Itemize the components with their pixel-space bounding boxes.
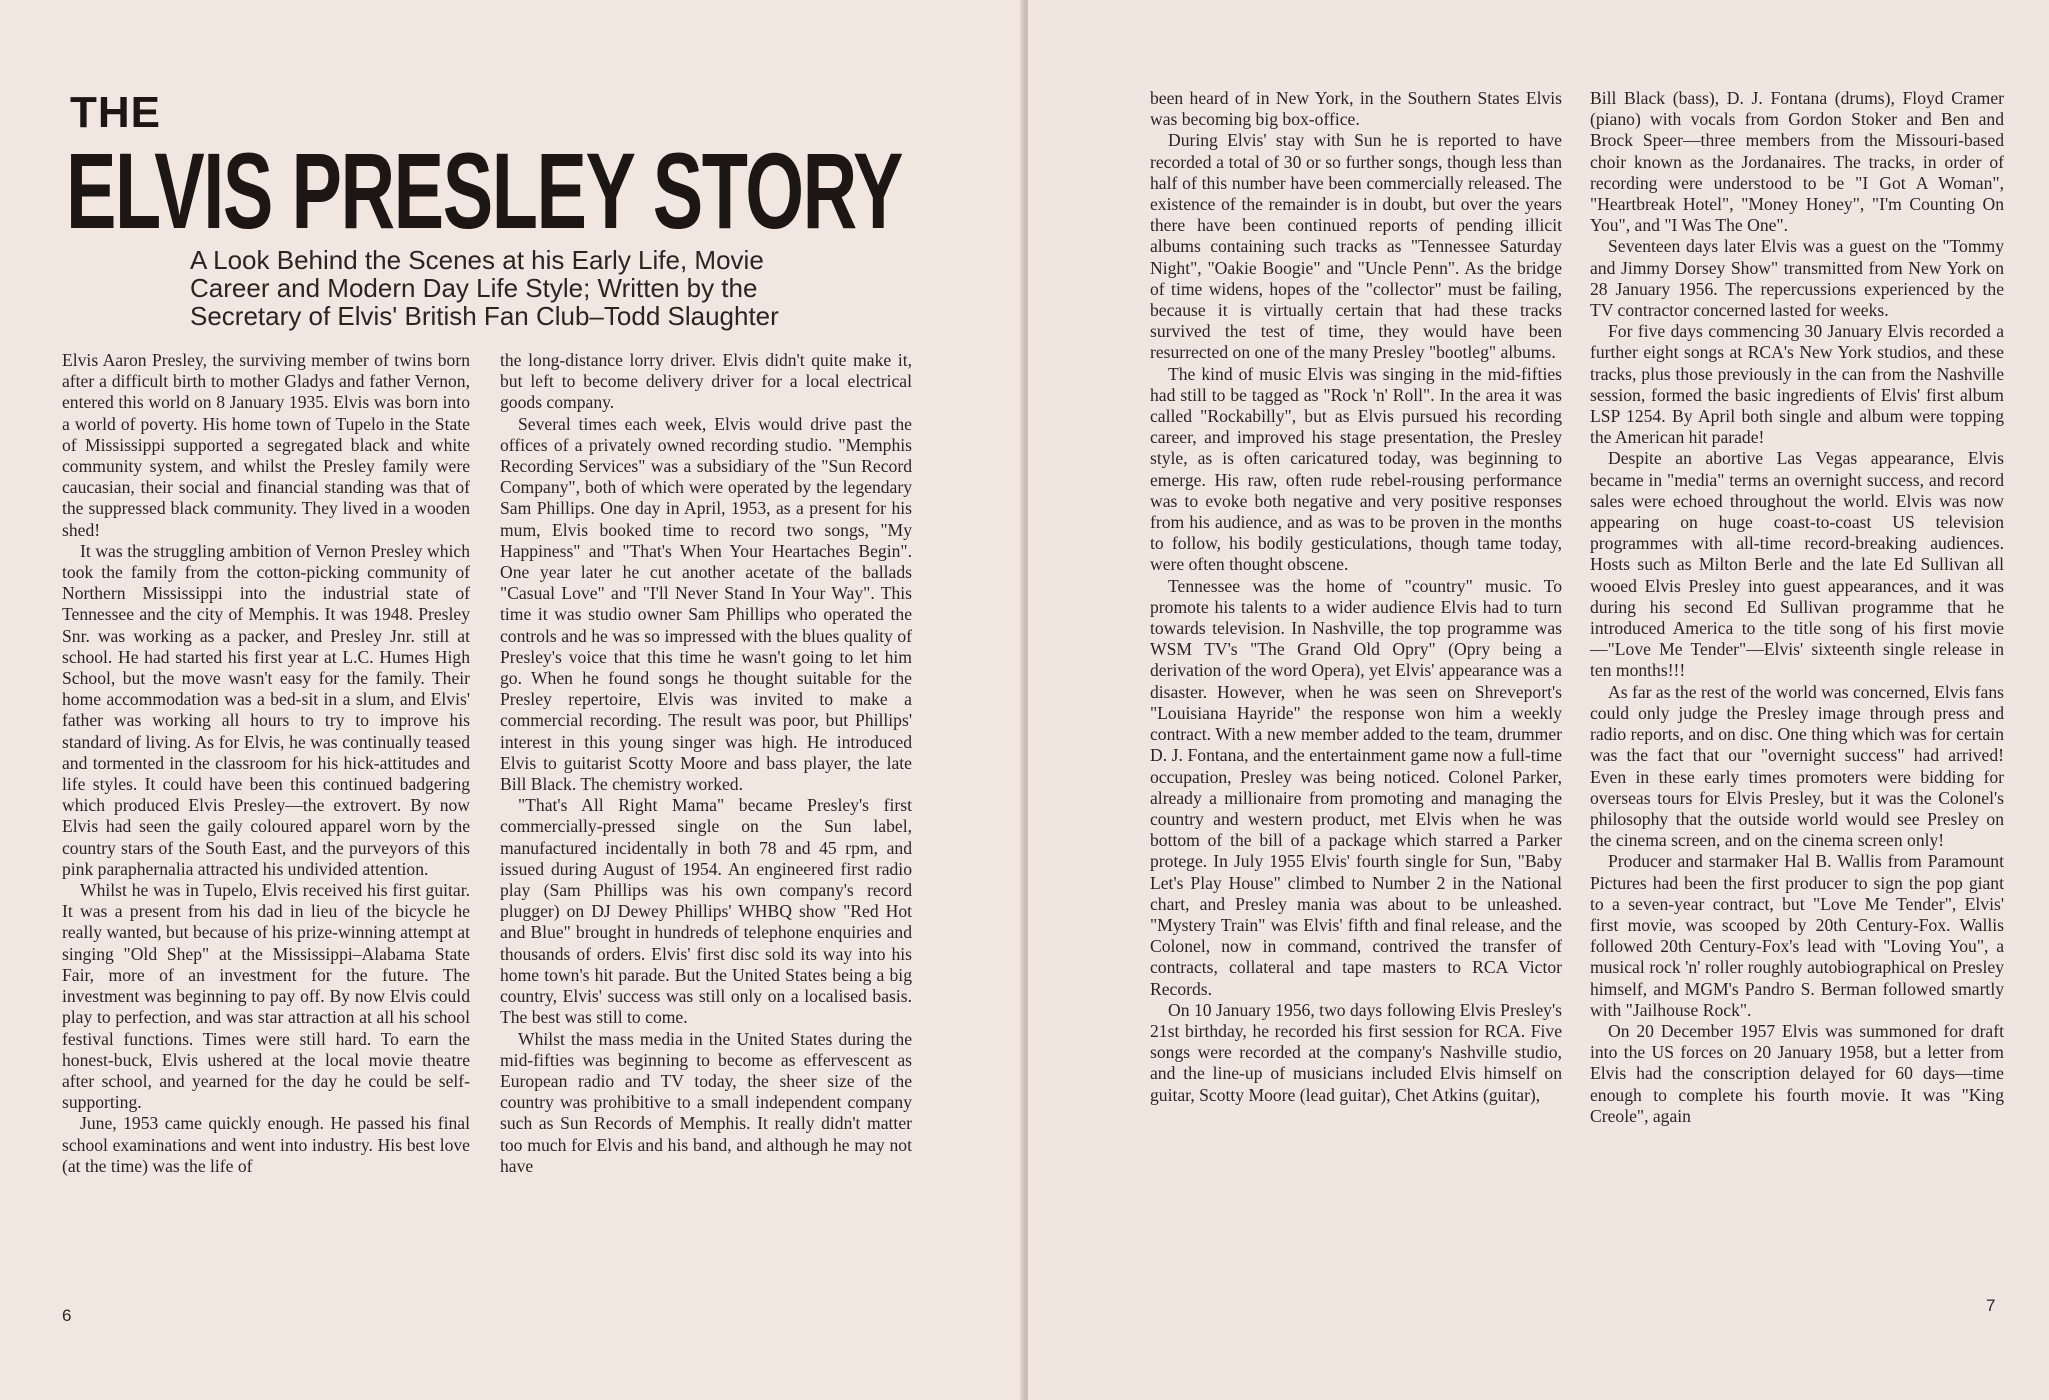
paragraph: During Elvis' stay with Sun he is reported to have recorded a total of 30 or so further songs, though less than half of this number have been commercially released. The existence of the remainder is in doubt, but over the years there have been continued reports of pending illicit albums containing such tracks as "Tennessee Saturday Night", "Oakie Boogie" and "Uncle Penn". As the bridge of time widens, hopes of the "collector" must be failing, because it is virtually certain that had these tracks survived the test of time, they would have been resurrected on one of the many Presley "bootleg" albums. — [1150, 130, 1562, 363]
page-number-left: 6 — [62, 1306, 72, 1325]
paragraph: As far as the rest of the world was concerned, Elvis fans could only judge the Presley image through press and radio reports, and on disc. One thing which was for certain was the fact that our "overnight success" had arrived! Even in these early times promoters were bidding for overseas tours for Elvis Presley, but it was the Colonel's philosophy that the outside world would see Presley on the cinema screen, and on the cinema screen only! — [1590, 681, 2004, 851]
left-column-2 — [500, 350, 912, 1177]
paragraph: Tennessee was the home of "country" music. To promote his talents to a wider audience Elvis had to turn towards television. In Nashville, the top programme was WSM TV's "The Grand Old Opry" (Opry being a derivation of the word Opera), yet Elvis' appearance was a disaster. However, when he was seen on Shreveport's "Louisiana Hayride" the response won him a weekly contract. With a new member added to the team, drummer D. J. Fontana, and the entertainment game now a full-time occupation, Presley was being noticed. Colonel Parker, already a millionaire from promoting and managing the country and western product, met Elvis when he was bottom of the bill of a package which starred a Parker protege. In July 1955 Elvis' fourth single for Sun, "Baby Let's Play House" climbed to Number 2 in the National chart, and Presley mania was about to be unleashed. "Mystery Train" was Elvis' fifth and final release, and the Colonel, now in command, contrived the transfer of contracts, collateral and tape masters to RCA Victor Records. — [1150, 575, 1562, 999]
page-title: ELVIS PRESLEY STORY — [66, 130, 903, 251]
paragraph: On 20 December 1957 Elvis was summoned for draft into the US forces on 20 January 1958, but a letter from Elvis had the conscription delayed for 60 days—time enough to complete his fourth movie. It was "King Creole", again — [1590, 1020, 2004, 1126]
paragraph: The kind of music Elvis was singing in the mid-fifties had still to be tagged as "Rock 'n' Roll". In the area it was called "Rockabilly", but as Elvis pursued his recording career, and improved his stage presentation, the Presley style, as is often caricatured today, was beginning to emerge. His raw, often rude rebel-rousing performance was to evoke both negative and very positive responses from his audience, and as was to be proven in the months to follow, his bodily gesticulations, though tame today, were often thought obscene. — [1150, 363, 1562, 575]
paragraph: June, 1953 came quickly enough. He passed his final school examinations and went into industry. His best love (at the time) was the life of — [62, 1113, 470, 1176]
page-number-right: 7 — [1986, 1296, 1996, 1315]
paragraph: the long-distance lorry driver. Elvis didn't quite make it, but left to become delivery driver for a local electrical goods company. — [500, 350, 912, 413]
paragraph: For five days commencing 30 January Elvis recorded a further eight songs at RCA's New York studios, and these tracks, plus those previously in the can from the Nashville session, formed the basic ingredients of Elvis' first album LSP 1254. By April both single and album were topping the American hit parade! — [1590, 321, 2004, 448]
right-column-1 — [1150, 88, 1562, 1106]
paragraph: Elvis Aaron Presley, the surviving member of twins born after a difficult birth to mother Gladys and father Vernon, entered this world on 8 January 1935. Elvis was born into a world of poverty. His home town of Tupelo in the State of Mississippi supported a segregated black and white community system, and whilst the Presley family were caucasian, their social and financial standing was that of the suppressed black community. They lived in a wooden shed! — [62, 350, 470, 540]
paragraph: Whilst he was in Tupelo, Elvis received his first guitar. It was a present from his dad in lieu of the bicycle he really wanted, but because of his prize-winning attempt at singing "Old Shep" at the Mississippi–Alabama State Fair, more of an investment for the future. The investment was beginning to pay off. By now Elvis could play to perfection, and was star attraction at all his school festival functions. Times were still hard. To earn the honest-buck, Elvis ushered at the local movie theatre after school, and yearned for the day he could be self-supporting. — [62, 880, 470, 1113]
title-kicker: THE — [70, 88, 161, 137]
left-column-1 — [62, 350, 470, 1177]
paragraph: been heard of in New York, in the Southern States Elvis was becoming big box-office. — [1150, 88, 1562, 130]
paragraph: On 10 January 1956, two days following Elvis Presley's 21st birthday, he recorded his first session for RCA. Five songs were recorded at the company's Nashville studio, and the line-up of musicians included Elvis himself on guitar, Scotty Moore (lead guitar), Chet Atkins (guitar), — [1150, 999, 1562, 1105]
paragraph: Several times each week, Elvis would drive past the offices of a privately owned recording studio. "Memphis Recording Services" was a subsidiary of the "Sun Record Company", both of which were operated by the legendary Sam Phillips. One day in April, 1953, as a present for his mum, Elvis booked time to record two songs, "My Happiness" and "That's When Your Heartaches Begin". One year later he cut another acetate of the ballads "Casual Love" and "I'll Never Stand In Your Way". This time it was studio owner Sam Phillips who operated the controls and he was so impressed with the blues quality of Presley's voice that this time he wasn't going to let him go. When he found songs he thought suitable for the Presley repertoire, Elvis was invited to make a commercial recording. The result was poor, but Phillips' interest in this young singer was high. He introduced Elvis to guitarist Scotty Moore and bass player, the late Bill Black. The chemistry worked. — [500, 413, 912, 795]
paragraph: Whilst the mass media in the United States during the mid-fifties was beginning to become as effervescent as European radio and TV today, the sheer size of the country was prohibitive to a small independent company such as Sun Records of Memphis. It really didn't matter too much for Elvis and his band, and although he may not have — [500, 1028, 912, 1176]
article-deck: A Look Behind the Scenes at his Early Life, Movie Career and Modern Day Life Style; Written by the Secretary of Elvis' British Fan Club–Todd Slaughter — [190, 245, 779, 331]
paragraph: Despite an abortive Las Vegas appearance, Elvis became in "media" terms an overnight success, and record sales were echoed throughout the world. Elvis was now appearing on huge coast-to-coast US television programmes with all-time record-breaking audiences. Hosts such as Milton Berle and the late Ed Sullivan all wooed Elvis Presley into guest appearances, and it was during his second Ed Sullivan programme that he introduced America to the title song of his first movie—"Love Me Tender"—Elvis' sixteenth single release in ten months!!! — [1590, 448, 2004, 681]
paragraph: Bill Black (bass), D. J. Fontana (drums), Floyd Cramer (piano) with vocals from Gordon Stoker and Ben and Brock Speer—three members from the Missouri-based choir known as the Jordanaires. The tracks, in order of recording were understood to be "I Got A Woman", "Heartbreak Hotel", "Money Honey", "I'm Counting On You", and "I Was The One". — [1590, 88, 2004, 236]
right-column-2 — [1590, 88, 2004, 1127]
left-page — [0, 0, 1024, 1400]
paragraph: Seventeen days later Elvis was a guest on the "Tommy and Jimmy Dorsey Show" transmitted from New York on 28 January 1956. The repercussions experienced by the TV contractor concerned lasted for weeks. — [1590, 236, 2004, 321]
paragraph: Producer and starmaker Hal B. Wallis from Paramount Pictures had been the first producer to sign the pop giant to a seven-year contract, but "Love Me Tender", Elvis' first movie, was scooped by 20th Century-Fox. Wallis followed 20th Century-Fox's lead with "Loving You", a musical rock 'n' roller roughly autobiographical on Presley himself, and MGM's Pandro S. Berman followed smartly with "Jailhouse Rock". — [1590, 851, 2004, 1020]
paragraph: "That's All Right Mama" became Presley's first commercially-pressed single on the Sun label, manufactured incidentally in both 78 and 45 rpm, and issued during August of 1954. An engineered first radio play (Sam Phillips was his own company's record plugger) on DJ Dewey Phillips' WHBQ show "Red Hot and Blue" brought in hundreds of telephone enquiries and thousands of orders. Elvis' first disc sold its way into his home town's hit parade. But the United States being a big country, Elvis' success was still only on a localised basis. The best was still to come. — [500, 795, 912, 1028]
paragraph: It was the struggling ambition of Vernon Presley which took the family from the cotton-picking community of Northern Mississippi into the industrial state of Tennessee and the city of Memphis. It was 1948. Presley Snr. was working as a packer, and Presley Jnr. still at school. He had started his first year at L.C. Humes High School, but the move wasn't easy for the family. Their home accommodation was a bed-sit in a slum, and Elvis' father was working all hours to try to improve his standard of living. As for Elvis, he was continually teased and tormented in the classroom for his hick-attitudes and life styles. It could have been this continued badgering which produced Elvis Presley—the extrovert. By now Elvis had seen the gaily coloured apparel worn by the country stars of the South East, and the purveyors of this pink paraphernalia attracted his undivided attention. — [62, 540, 470, 879]
